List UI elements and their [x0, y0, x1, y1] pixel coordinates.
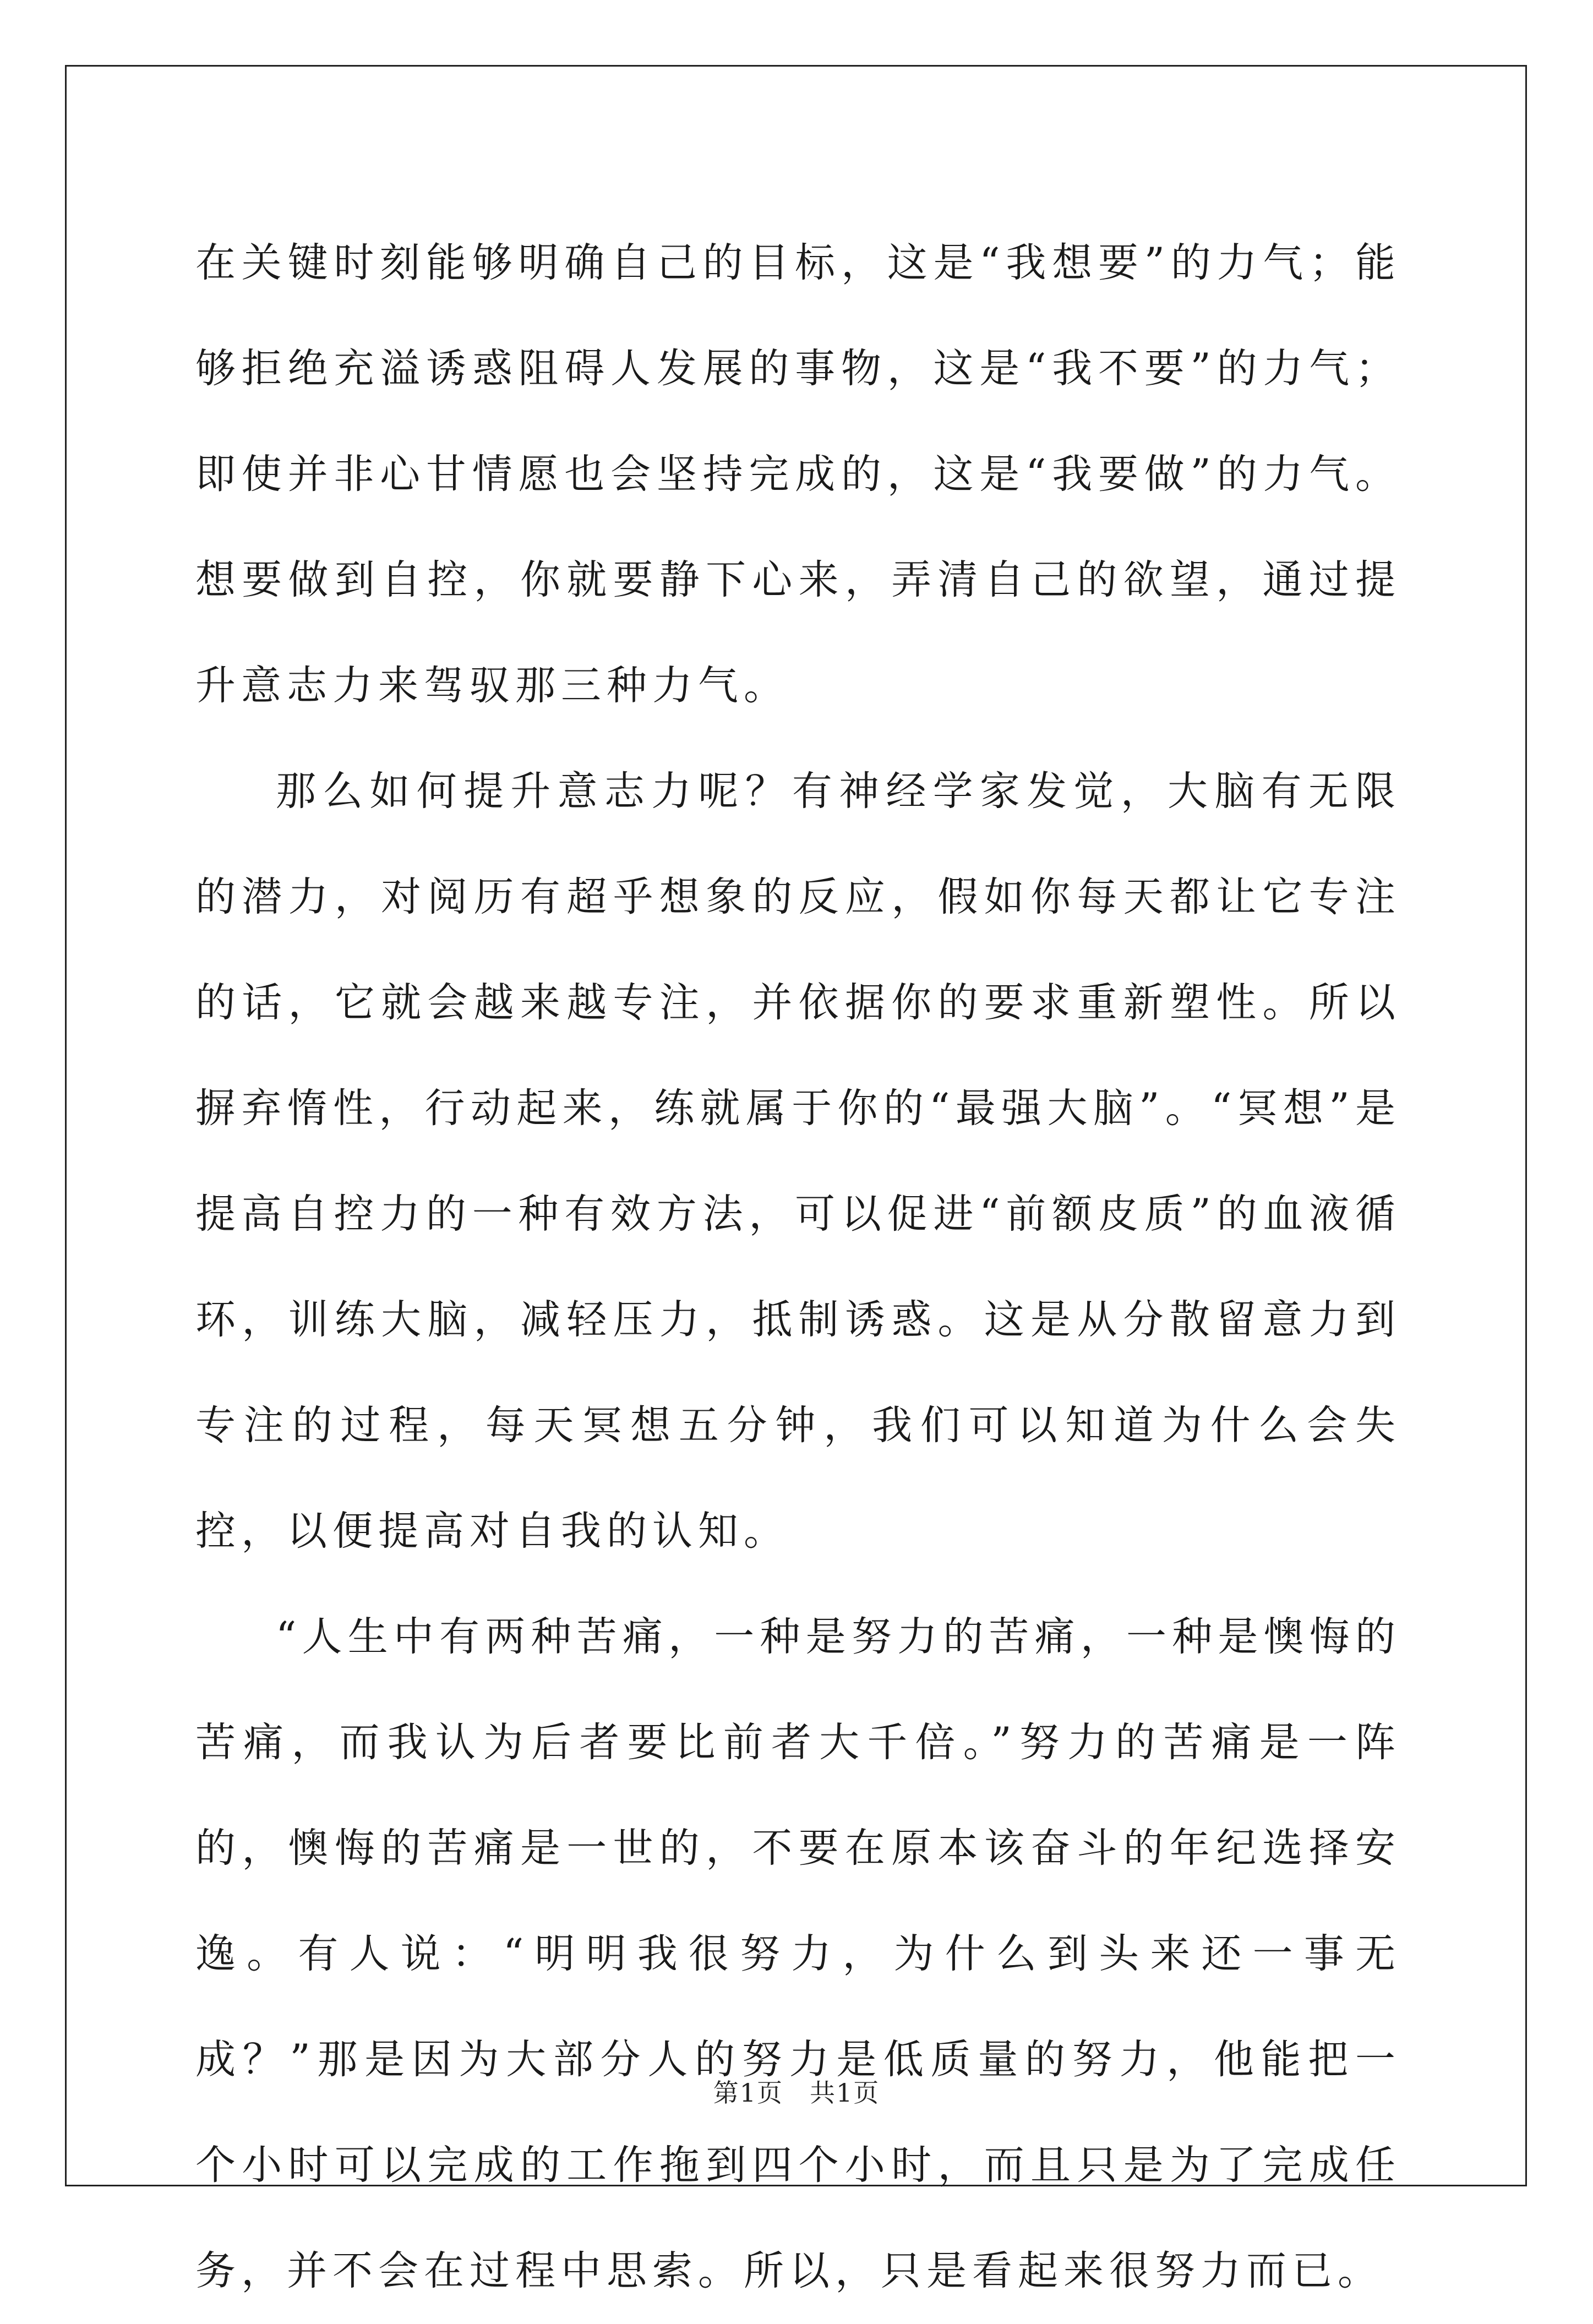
page-number-total: 共1页: [810, 2078, 880, 2108]
page-number-current: 第1页: [713, 2078, 783, 2108]
paragraph-2: 那么如何提升意志力呢？有神经学家发觉，大脑有无限的潜力，对阅历有超乎想象的反应，假如你每天都让它专注的话，它就会越来越专注，并依据你的要求重新塑性。所以摒弃惰性，行动起来，练就属于你的“最强大脑”。“冥想”是提高自控力的一种有效方法，可以促进“前额皮质”的血液循环，训练大脑，减轻压力，抵制诱惑。这是从分散留意力到专注的过程，每天冥想五分钟，我们可以知道为什么会失控，以便提高对自我的认知。: [195, 768, 1401, 1554]
document-body: [195, 210, 1401, 2324]
page-footer: [0, 2073, 1593, 2109]
paragraph-3: “人生中有两种苦痛，一种是努力的苦痛，一种是懊悔的苦痛，而我认为后者要比前者大千倍。”努力的苦痛是一阵的，懊悔的苦痛是一世的，不要在原本该奋斗的年纪选择安逸。有人说：“明明我很努力，为什么到头来还一事无成？”那是因为大部分人的努力是低质量的努力，他能把一个小时可以完成的工作拖到四个小时，而且只是为了完成任务，并不会在过程中思索。所以，只是看起来很努力而已。: [195, 1613, 1401, 2294]
paragraph-1: 在关键时刻能够明确自己的目标，这是“我想要”的力气；能够拒绝充溢诱惑阻碍人发展的事物，这是“我不要”的力气；即使并非心甘情愿也会坚持完成的，这是“我要做”的力气。想要做到自控，你就要静下心来，弄清自己的欲望，通过提升意志力来驾驭那三种力气。: [195, 239, 1401, 709]
